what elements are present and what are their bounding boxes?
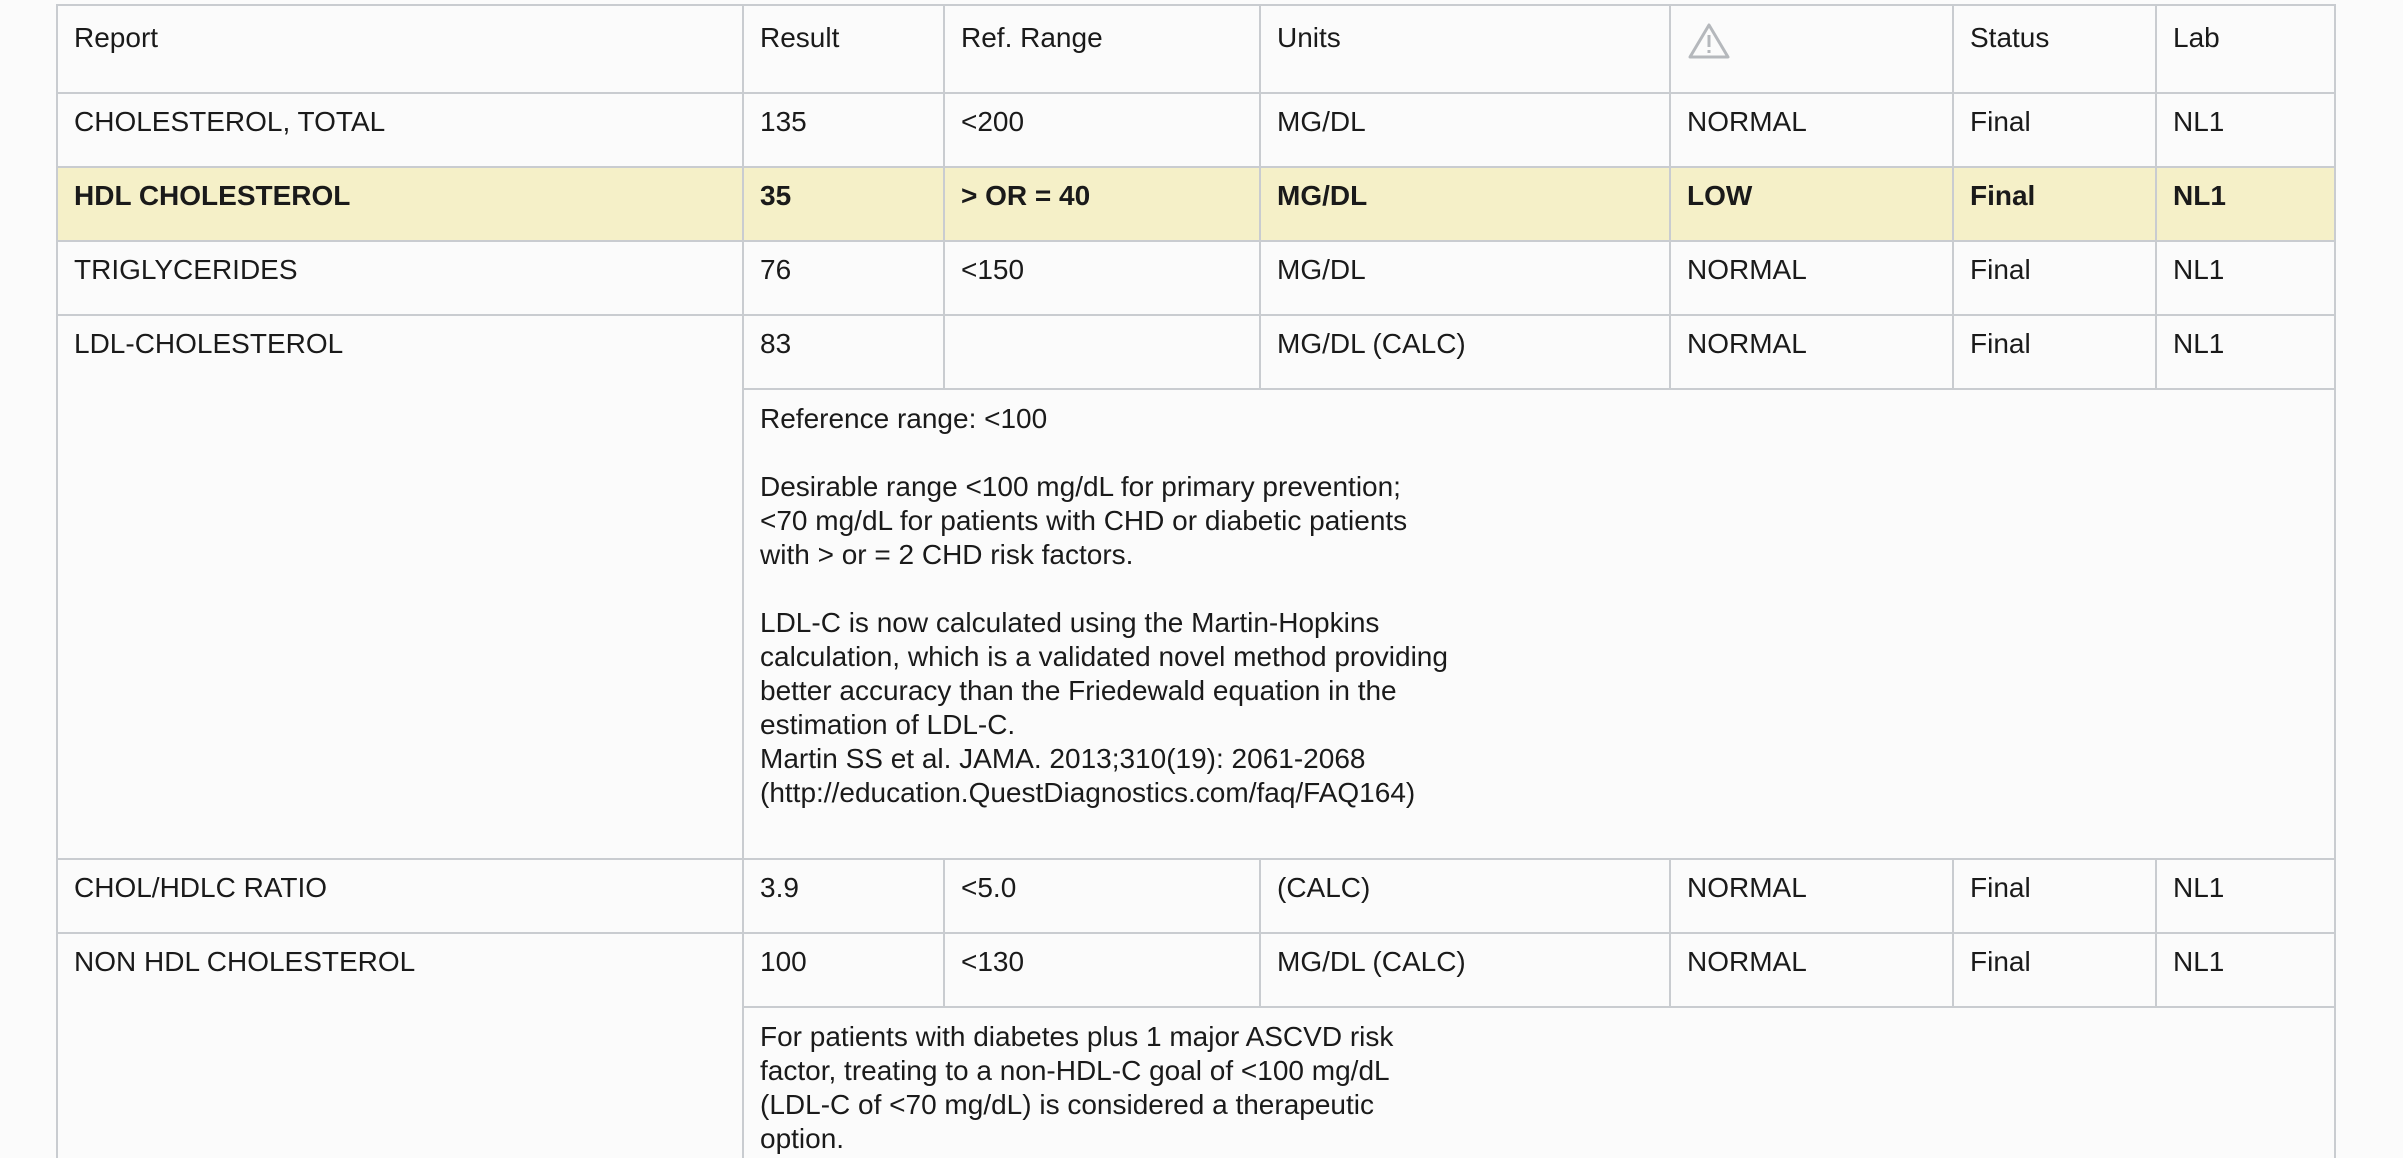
units: MG/DL bbox=[1260, 167, 1670, 241]
ldl-comment bbox=[743, 389, 2335, 859]
citation-url: (http://education.QuestDiagnostics.com/faq/FAQ164) bbox=[760, 777, 1416, 808]
note-line: For patients with diabetes plus 1 major ASCVD risk bbox=[760, 1021, 1394, 1052]
report-name: LDL-CHOLESTEROL bbox=[57, 315, 743, 859]
lipid-results-table bbox=[56, 4, 2336, 1158]
header-ref-range: Ref. Range bbox=[944, 5, 1260, 93]
note-line: Desirable range <100 mg/dL for primary prevention; bbox=[760, 471, 1401, 502]
flag: NORMAL bbox=[1670, 315, 1953, 389]
header-lab: Lab bbox=[2156, 5, 2335, 93]
lab-code: NL1 bbox=[2156, 93, 2335, 167]
table-row bbox=[57, 315, 2335, 389]
status: Final bbox=[1953, 241, 2156, 315]
table-row bbox=[57, 859, 2335, 933]
note-line: calculation, which is a validated novel method providing bbox=[760, 641, 1448, 672]
ref-range: <200 bbox=[944, 93, 1260, 167]
table-row bbox=[57, 93, 2335, 167]
table-row bbox=[57, 241, 2335, 315]
status: Final bbox=[1953, 167, 2156, 241]
report-name: NON HDL CHOLESTEROL bbox=[57, 933, 743, 1158]
status: Final bbox=[1953, 315, 2156, 389]
units: (CALC) bbox=[1260, 859, 1670, 933]
units: MG/DL bbox=[1260, 93, 1670, 167]
lab-code: NL1 bbox=[2156, 859, 2335, 933]
note-line: option. bbox=[760, 1123, 845, 1154]
header-status: Status bbox=[1953, 5, 2156, 93]
result-value: 3.9 bbox=[743, 859, 944, 933]
note-line: <70 mg/dL for patients with CHD or diabetic patients bbox=[760, 505, 1408, 536]
lab-code: NL1 bbox=[2156, 167, 2335, 241]
note-line: factor, treating to a non-HDL-C goal of <100 mg/dL bbox=[760, 1055, 1390, 1086]
header-units: Units bbox=[1260, 5, 1670, 93]
status: Final bbox=[1953, 93, 2156, 167]
note-line: estimation of LDL-C. bbox=[760, 709, 1016, 740]
note-line: LDL-C is now calculated using the Martin-Hopkins bbox=[760, 607, 1380, 638]
result-value: 83 bbox=[743, 315, 944, 389]
result-value: 76 bbox=[743, 241, 944, 315]
units: MG/DL (CALC) bbox=[1260, 933, 1670, 1007]
report-name: HDL CHOLESTEROL bbox=[57, 167, 743, 241]
report-name: CHOL/HDLC RATIO bbox=[57, 859, 743, 933]
flag: NORMAL bbox=[1670, 859, 1953, 933]
units: MG/DL (CALC) bbox=[1260, 315, 1670, 389]
flag: NORMAL bbox=[1670, 933, 1953, 1007]
ref-range: > OR = 40 bbox=[944, 167, 1260, 241]
ldl-desirable-paragraph bbox=[760, 470, 1520, 572]
lab-code: NL1 bbox=[2156, 315, 2335, 389]
nonhdl-comment bbox=[743, 1007, 2335, 1158]
report-name: CHOLESTEROL, TOTAL bbox=[57, 93, 743, 167]
result-value: 135 bbox=[743, 93, 944, 167]
nonhdl-paragraph bbox=[760, 1020, 1520, 1156]
flag: LOW bbox=[1670, 167, 1953, 241]
lab-code: NL1 bbox=[2156, 933, 2335, 1007]
status: Final bbox=[1953, 859, 2156, 933]
flag: NORMAL bbox=[1670, 241, 1953, 315]
citation-line: Martin SS et al. JAMA. 2013;310(19): 2061-2068 bbox=[760, 743, 1366, 774]
note-line: better accuracy than the Friedewald equation in the bbox=[760, 675, 1397, 706]
note-line: with > or = 2 CHD risk factors. bbox=[760, 539, 1134, 570]
table-header-row bbox=[57, 5, 2335, 93]
status: Final bbox=[1953, 933, 2156, 1007]
table-row bbox=[57, 933, 2335, 1007]
note-line: (LDL-C of <70 mg/dL) is considered a therapeutic bbox=[760, 1089, 1374, 1120]
header-flag bbox=[1670, 5, 1953, 93]
ref-range: <130 bbox=[944, 933, 1260, 1007]
report-name: TRIGLYCERIDES bbox=[57, 241, 743, 315]
ldl-reference-line: Reference range: <100 bbox=[760, 403, 1048, 434]
table-row-highlighted bbox=[57, 167, 2335, 241]
ref-range: <150 bbox=[944, 241, 1260, 315]
lab-code: NL1 bbox=[2156, 241, 2335, 315]
ref-range bbox=[944, 315, 1260, 389]
result-value: 100 bbox=[743, 933, 944, 1007]
result-value: 35 bbox=[743, 167, 944, 241]
units: MG/DL bbox=[1260, 241, 1670, 315]
ref-range: <5.0 bbox=[944, 859, 1260, 933]
ldl-method-paragraph bbox=[760, 606, 1520, 810]
header-report: Report bbox=[57, 5, 743, 93]
warning-triangle-icon bbox=[1687, 22, 1936, 60]
flag: NORMAL bbox=[1670, 93, 1953, 167]
header-result: Result bbox=[743, 5, 944, 93]
